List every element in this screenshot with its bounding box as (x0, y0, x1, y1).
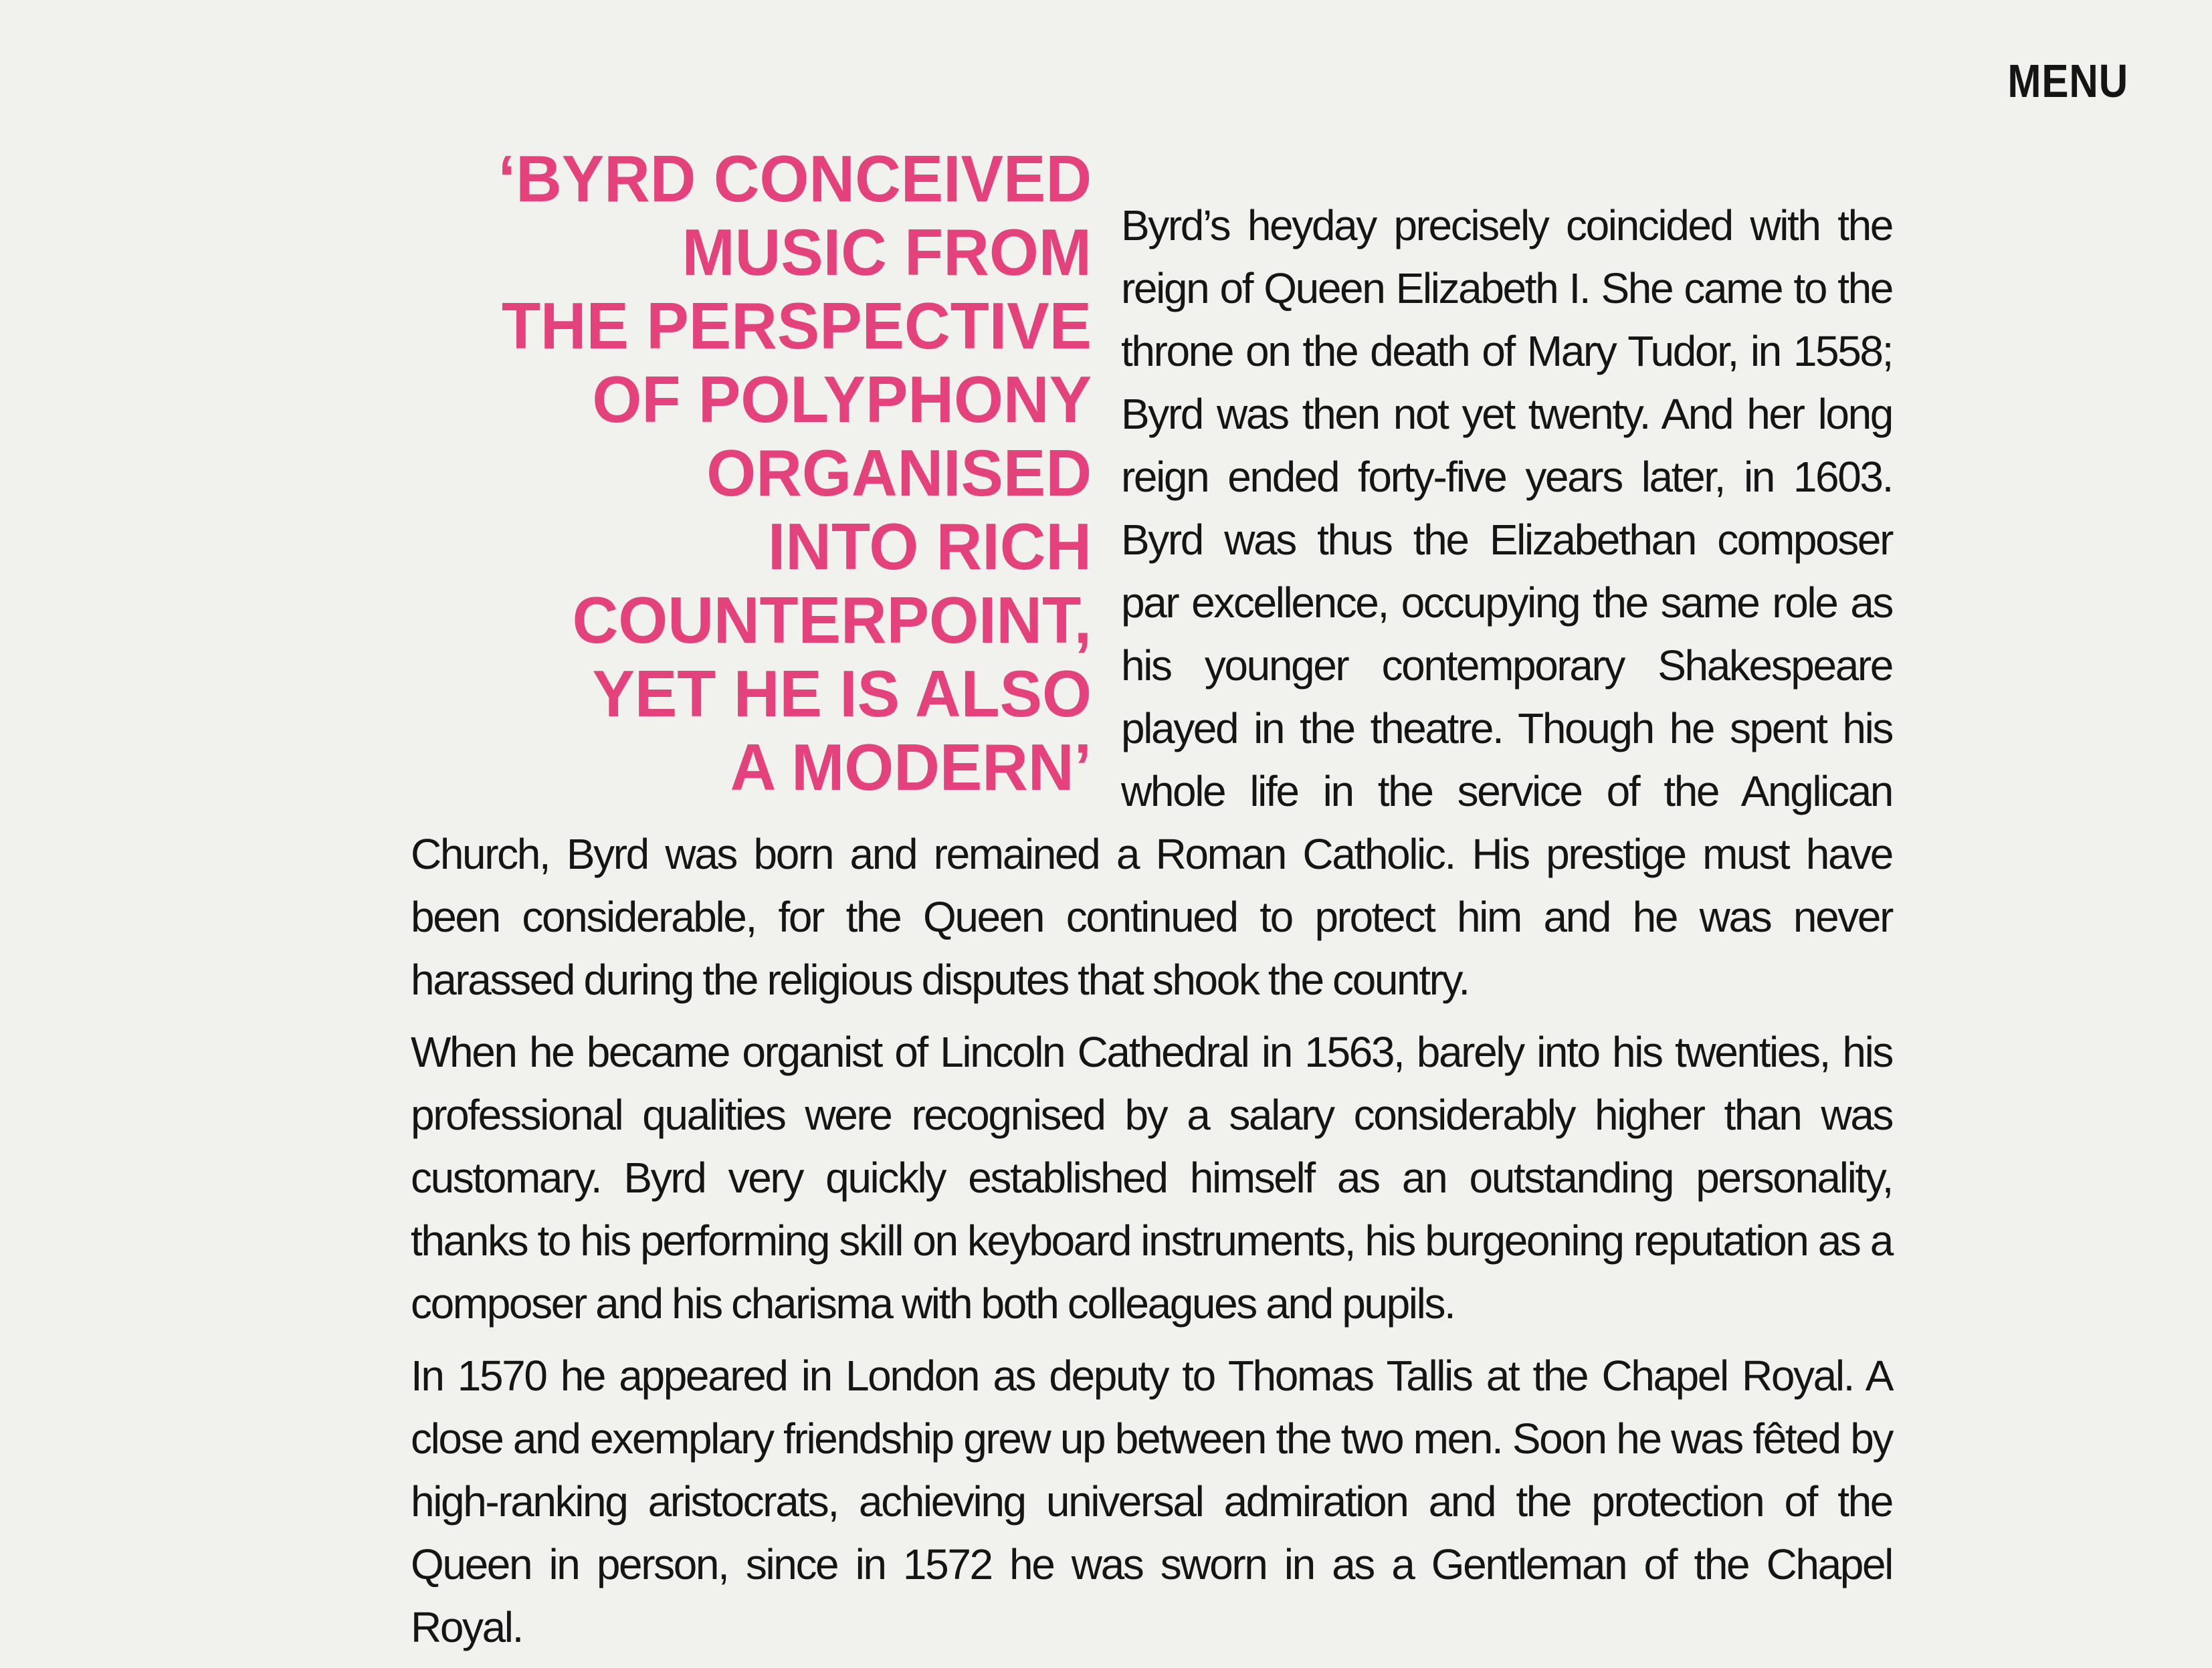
pull-quote: ‘BYRD CONCEIVED MUSIC FROM THE PERSPECTIVE OF POLYPHONY ORGANISED INTO RICH COUNTERPOINT, YET HE IS ALSO A MODERN’ (498, 142, 1092, 804)
menu-button[interactable]: MENU (2007, 55, 2128, 107)
article (411, 142, 1892, 1668)
paragraph: In 1570 he appeared in London as deputy to Thomas Tallis at the Chapel Royal. A close and exemplary friendship grew up between the two men. Soon he was fêted by high-ranking aristocrats, achieving universal admiration and the protection of the Queen in person, since in 1572 he was sworn in as a Gentleman of the Chapel Royal. (411, 1352, 1892, 1651)
paragraph: Byrd’s heyday precisely coincided with the reign of Queen Elizabeth I. She came to the throne on the death of Mary Tudor, in 1558; Byrd was then not yet twenty. And her long reign ended forty-five years later, in 1603. Byrd was thus the Elizabethan composer par excellence, occupying the same role as his younger contemporary Shakespeare played in the theatre. Though he spent his whole life in the service of the Anglican Church, Byrd was born and remained a Roman Catholic. His prestige must have been considerable, for the Queen continued to protect him and he was never harassed during the religious disputes that shook the country. (411, 201, 1892, 1004)
paragraph: When he became organist of Lincoln Cathedral in 1563, barely into his twenties, his professional qualities were recognised by a salary considerably higher than was customary. Byrd very quickly established himself as an outstanding personality, thanks to his performing skill on keyboard instruments, his burgeoning reputation as a composer and his charisma with both colleagues and pupils. (411, 1028, 1892, 1328)
